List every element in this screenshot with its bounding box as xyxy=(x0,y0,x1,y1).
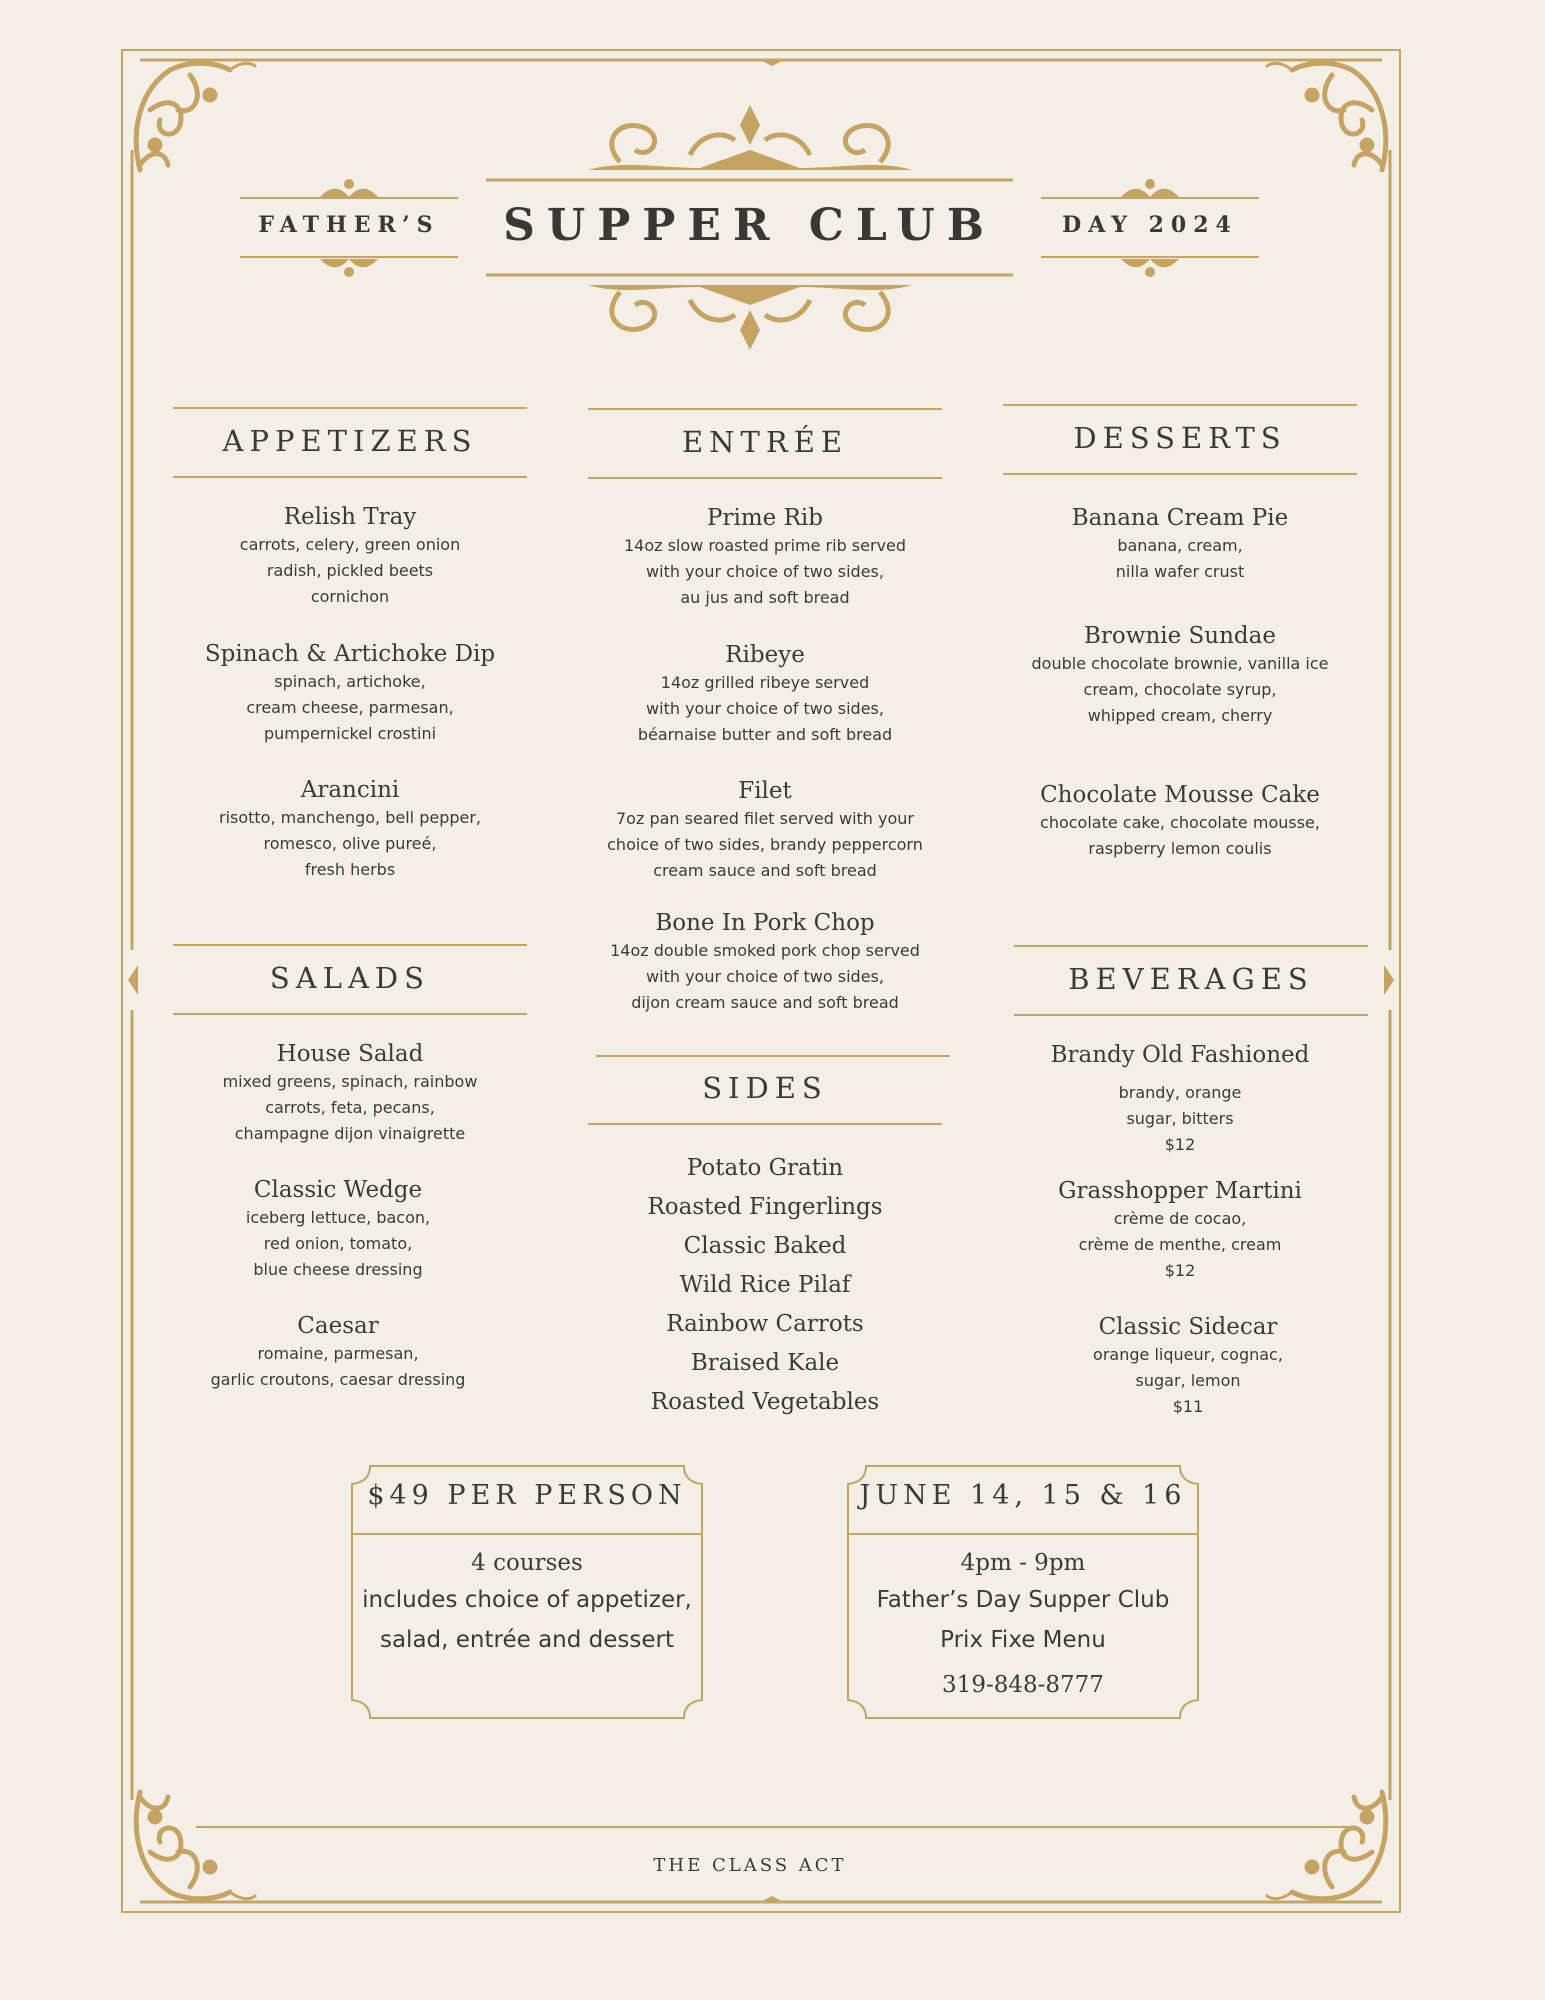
section-title-appetizers: APPETIZERS xyxy=(222,424,478,458)
item-desc: au jus and soft bread xyxy=(680,588,850,607)
item-name: Relish Tray xyxy=(283,504,417,530)
side-item: Roasted Vegetables xyxy=(650,1389,880,1415)
item-name: Brandy Old Fashioned xyxy=(1050,1042,1310,1068)
date-box-menu: Prix Fixe Menu xyxy=(940,1627,1106,1653)
item-name: Grasshopper Martini xyxy=(1058,1178,1302,1204)
item-desc: raspberry lemon coulis xyxy=(1088,839,1272,858)
side-item: Wild Rice Pilaf xyxy=(679,1272,851,1298)
item-name: House Salad xyxy=(276,1041,424,1067)
date-box-event: Father’s Day Supper Club xyxy=(876,1587,1170,1613)
item-desc: red onion, tomato, xyxy=(263,1234,413,1253)
item-price: $12 xyxy=(1164,1261,1196,1280)
price-box-desc-1: includes choice of appetizer, xyxy=(362,1587,692,1613)
item-desc: romesco, olive pureé, xyxy=(263,834,437,853)
menu-item xyxy=(173,639,527,775)
item-desc: cream, chocolate syrup, xyxy=(1083,680,1277,699)
sides-list xyxy=(588,1149,942,1422)
menu-item xyxy=(1003,1176,1357,1312)
item-desc: crème de cocao, xyxy=(1113,1209,1247,1228)
date-box-phone: 319-848-8777 xyxy=(942,1672,1104,1698)
item-name: Ribeye xyxy=(725,642,805,668)
item-price: $12 xyxy=(1164,1135,1196,1154)
item-desc: spinach, artichoke, xyxy=(274,672,426,691)
menu-item xyxy=(573,908,957,1016)
page-title: SUPPER CLUB xyxy=(503,200,996,251)
item-desc: nilla wafer crust xyxy=(1115,562,1245,581)
item-desc: orange liqueur, cognac, xyxy=(1093,1345,1283,1364)
item-desc: risotto, manchengo, bell pepper, xyxy=(218,808,482,827)
menu-item xyxy=(573,503,957,640)
item-desc: carrots, feta, pecans, xyxy=(265,1098,435,1117)
menu-item xyxy=(173,1039,527,1175)
item-desc: dijon cream sauce and soft bread xyxy=(631,993,899,1012)
item-name: Caesar xyxy=(297,1313,379,1339)
date-box-title: JUNE 14, 15 & 16 xyxy=(859,1480,1187,1511)
side-item: Rainbow Carrots xyxy=(666,1311,864,1337)
item-desc: mixed greens, spinach, rainbow xyxy=(222,1072,478,1091)
header-left-text: FATHER’S xyxy=(258,212,440,238)
item-desc: béarnaise butter and soft bread xyxy=(637,725,893,744)
item-price: $11 xyxy=(1172,1397,1204,1416)
menu-item xyxy=(149,1311,527,1393)
menu-item xyxy=(1019,1312,1357,1420)
item-desc: romaine, parmesan, xyxy=(257,1344,419,1363)
menu-item xyxy=(149,1175,527,1311)
side-item: Braised Kale xyxy=(690,1350,840,1376)
item-desc: brandy, orange xyxy=(1118,1083,1242,1102)
item-name: Arancini xyxy=(300,777,400,803)
section-title-beverages: BEVERAGES xyxy=(1068,962,1314,996)
item-desc: radish, pickled beets xyxy=(266,561,434,580)
item-desc: crème de menthe, cream xyxy=(1078,1235,1282,1254)
menu-item xyxy=(573,776,957,908)
header-right-text: DAY 2024 xyxy=(1062,212,1238,238)
item-name: Spinach & Artichoke Dip xyxy=(204,641,496,667)
section-title-salads: SALADS xyxy=(269,961,431,995)
item-desc: cream cheese, parmesan, xyxy=(246,698,454,717)
item-desc: cornichon xyxy=(310,587,390,606)
item-desc: pumpernickel crostini xyxy=(263,724,437,743)
price-box-desc-2: salad, entrée and dessert xyxy=(379,1627,674,1653)
item-desc: sugar, lemon xyxy=(1135,1371,1241,1390)
appetizers-list xyxy=(173,502,527,883)
beverages-list xyxy=(1003,1040,1357,1420)
menu-item xyxy=(173,502,527,639)
item-name: Filet xyxy=(738,778,792,804)
item-name: Banana Cream Pie xyxy=(1071,505,1289,531)
item-desc: fresh herbs xyxy=(304,860,396,879)
item-desc: 14oz double smoked pork chop served xyxy=(610,941,920,960)
menu-item xyxy=(1003,780,1357,862)
item-desc: blue cheese dressing xyxy=(253,1260,423,1279)
item-name: Prime Rib xyxy=(707,505,823,531)
footer-brand: THE CLASS ACT xyxy=(653,1855,847,1876)
item-name: Classic Wedge xyxy=(253,1177,423,1203)
menu-item xyxy=(573,640,957,776)
item-desc: double chocolate brownie, vanilla ice xyxy=(1031,654,1329,673)
item-name: Chocolate Mousse Cake xyxy=(1040,782,1320,808)
date-box-hours: 4pm - 9pm xyxy=(960,1550,1086,1576)
item-desc: whipped cream, cherry xyxy=(1087,706,1273,725)
item-desc: carrots, celery, green onion xyxy=(239,535,461,554)
side-item: Classic Baked xyxy=(683,1233,847,1259)
menu-item xyxy=(1003,503,1357,621)
menu-item xyxy=(173,775,527,883)
salads-list xyxy=(173,1039,527,1393)
item-desc: iceberg lettuce, bacon, xyxy=(245,1208,431,1227)
item-name: Classic Sidecar xyxy=(1098,1314,1278,1340)
side-item: Roasted Fingerlings xyxy=(647,1194,883,1220)
item-desc: 7oz pan seared filet served with your xyxy=(616,809,914,828)
menu-item xyxy=(1003,621,1357,780)
item-desc: garlic croutons, caesar dressing xyxy=(210,1370,466,1389)
entree-list xyxy=(573,503,957,1016)
item-desc: sugar, bitters xyxy=(1126,1109,1234,1128)
item-desc: chocolate cake, chocolate mousse, xyxy=(1040,813,1320,832)
item-desc: cream sauce and soft bread xyxy=(653,861,877,880)
side-item: Potato Gratin xyxy=(686,1155,844,1181)
price-box-courses: 4 courses xyxy=(471,1550,583,1576)
item-desc: choice of two sides, brandy peppercorn xyxy=(607,835,923,854)
item-name: Brownie Sundae xyxy=(1084,623,1276,649)
item-desc: with your choice of two sides, xyxy=(646,562,884,581)
desserts-list xyxy=(1003,503,1357,862)
section-title-sides: SIDES xyxy=(702,1071,828,1105)
item-desc: 14oz grilled ribeye served xyxy=(660,673,870,692)
menu-item xyxy=(1003,1040,1357,1176)
item-desc: banana, cream, xyxy=(1117,536,1243,555)
item-desc: with your choice of two sides, xyxy=(646,967,884,986)
price-box-title: $49 PER PERSON xyxy=(367,1480,687,1511)
item-desc: with your choice of two sides, xyxy=(646,699,884,718)
item-desc: champagne dijon vinaigrette xyxy=(234,1124,466,1143)
item-name: Bone In Pork Chop xyxy=(655,910,875,936)
item-desc: 14oz slow roasted prime rib served xyxy=(623,536,907,555)
section-title-desserts: DESSERTS xyxy=(1073,421,1287,455)
section-title-entree: ENTRÉE xyxy=(681,425,849,459)
